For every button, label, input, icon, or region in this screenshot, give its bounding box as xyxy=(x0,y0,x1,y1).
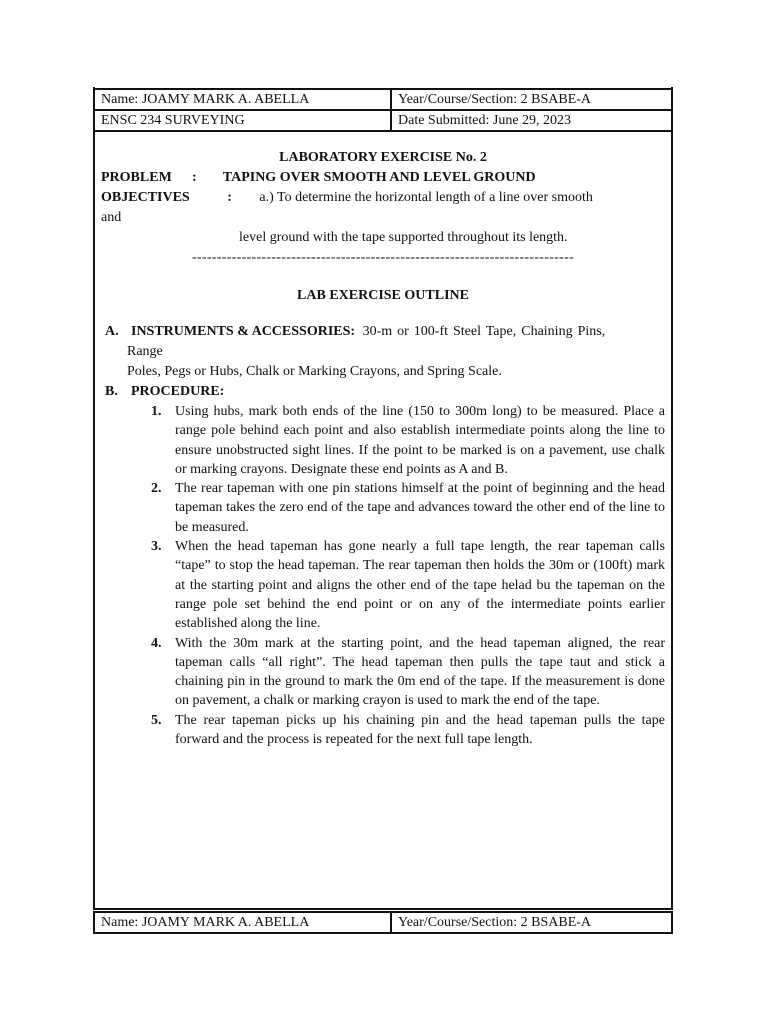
step-text: The rear tapeman with one pin stations himself at the point of beginning and the head tapeman takes the zero end of the tape and advances toward the other end of the line to be measured. xyxy=(175,481,665,535)
list-item xyxy=(101,634,665,711)
footer-student-name: Name: JOAMY MARK A. ABELLA xyxy=(94,912,391,933)
step-number: 1. xyxy=(151,404,162,419)
date-submitted: Date Submitted: June 29, 2023 xyxy=(391,110,672,131)
procedure-list xyxy=(101,402,665,749)
objectives-text: a.) To determine the horizontal length of a line over smooth xyxy=(259,190,593,205)
list-item xyxy=(101,402,665,479)
section-a-text: 30-m or 100-ft Steel Tape, Chaining Pins, xyxy=(362,324,606,339)
footer-table xyxy=(93,911,673,934)
outline-title: LAB EXERCISE OUTLINE xyxy=(297,288,469,303)
section-a-line xyxy=(101,322,665,342)
section-a-letter: A. xyxy=(105,324,119,339)
problem-label: PROBLEM xyxy=(101,170,172,185)
header-table xyxy=(93,88,673,132)
divider: ----------------------------------------------------------------------------- xyxy=(191,250,575,265)
step-number: 5. xyxy=(151,712,162,728)
step-number: 3. xyxy=(151,539,162,555)
step-text: When the head tapeman has gone nearly a full tape length, the rear tapeman calls “tape” to stop the head tapeman. The rear tapeman then holds the 30m or (100ft) mark at the starting point and aligns the other end of the tape helad bu the tapeman on the range pole set behind the end point or on any of the intermediate points earlier established along the line. xyxy=(175,539,665,632)
header-row xyxy=(94,110,672,131)
step-text: With the 30m mark at the starting point, and the head tapeman aligned, the rear tapeman calls “all right”. The head tapeman then pulls the tape taut and stick a chaining pin in the ground to mark the 0m end of the tape. If the measurement is done on pavement, a chalk or marking crayon is used to mark the end of the tape. xyxy=(175,635,665,709)
list-item xyxy=(101,711,665,750)
problem-text: TAPING OVER SMOOTH AND LEVEL GROUND xyxy=(222,170,536,185)
step-text: Using hubs, mark both ends of the line (150 to 300m long) to be measured. Place a range pole behind each point and also establish intermediate points along the line to ensure unobstructed sight lines. If the point to be marked is on a pavement, use chalk or marking crayons. Designate these end points as A and B. xyxy=(175,404,665,477)
problem-line xyxy=(101,168,665,188)
footer-row xyxy=(94,912,672,933)
course-code: ENSC 234 SURVEYING xyxy=(94,110,391,131)
objectives-line xyxy=(101,188,665,208)
objectives-label: OBJECTIVES xyxy=(101,190,190,205)
exercise-title: LABORATORY EXERCISE No. 2 xyxy=(279,150,487,165)
section-b-heading: PROCEDURE: xyxy=(131,384,225,399)
step-text: The rear tapeman picks up his chaining pin and the head tapeman pulls the tape forward and the process is repeated for the next full tape length. xyxy=(175,712,665,748)
section-b-line xyxy=(101,382,665,402)
section-a-line-2: Poles, Pegs or Hubs, Chalk or Marking Crayons, and Spring Scale. xyxy=(127,364,502,379)
objectives-wrap: and xyxy=(101,210,122,225)
objectives-line-2: level ground with the tape supported throughout its length. xyxy=(239,230,568,245)
year-course-section: Year/Course/Section: 2 BSABE-A xyxy=(391,89,672,110)
step-number: 4. xyxy=(151,635,162,651)
footer-year-course-section: Year/Course/Section: 2 BSABE-A xyxy=(391,912,672,933)
section-a-wrap: Range xyxy=(127,344,163,359)
objectives-separator: : xyxy=(227,190,232,205)
student-name: Name: JOAMY MARK A. ABELLA xyxy=(94,89,391,110)
document-body xyxy=(101,148,665,749)
header-row xyxy=(94,89,672,110)
list-item xyxy=(101,479,665,537)
step-number: 2. xyxy=(151,481,162,497)
list-item xyxy=(101,537,665,633)
section-a-heading: INSTRUMENTS & ACCESSORIES: xyxy=(131,324,356,339)
problem-separator: : xyxy=(191,170,197,185)
section-b-letter: B. xyxy=(105,384,118,399)
